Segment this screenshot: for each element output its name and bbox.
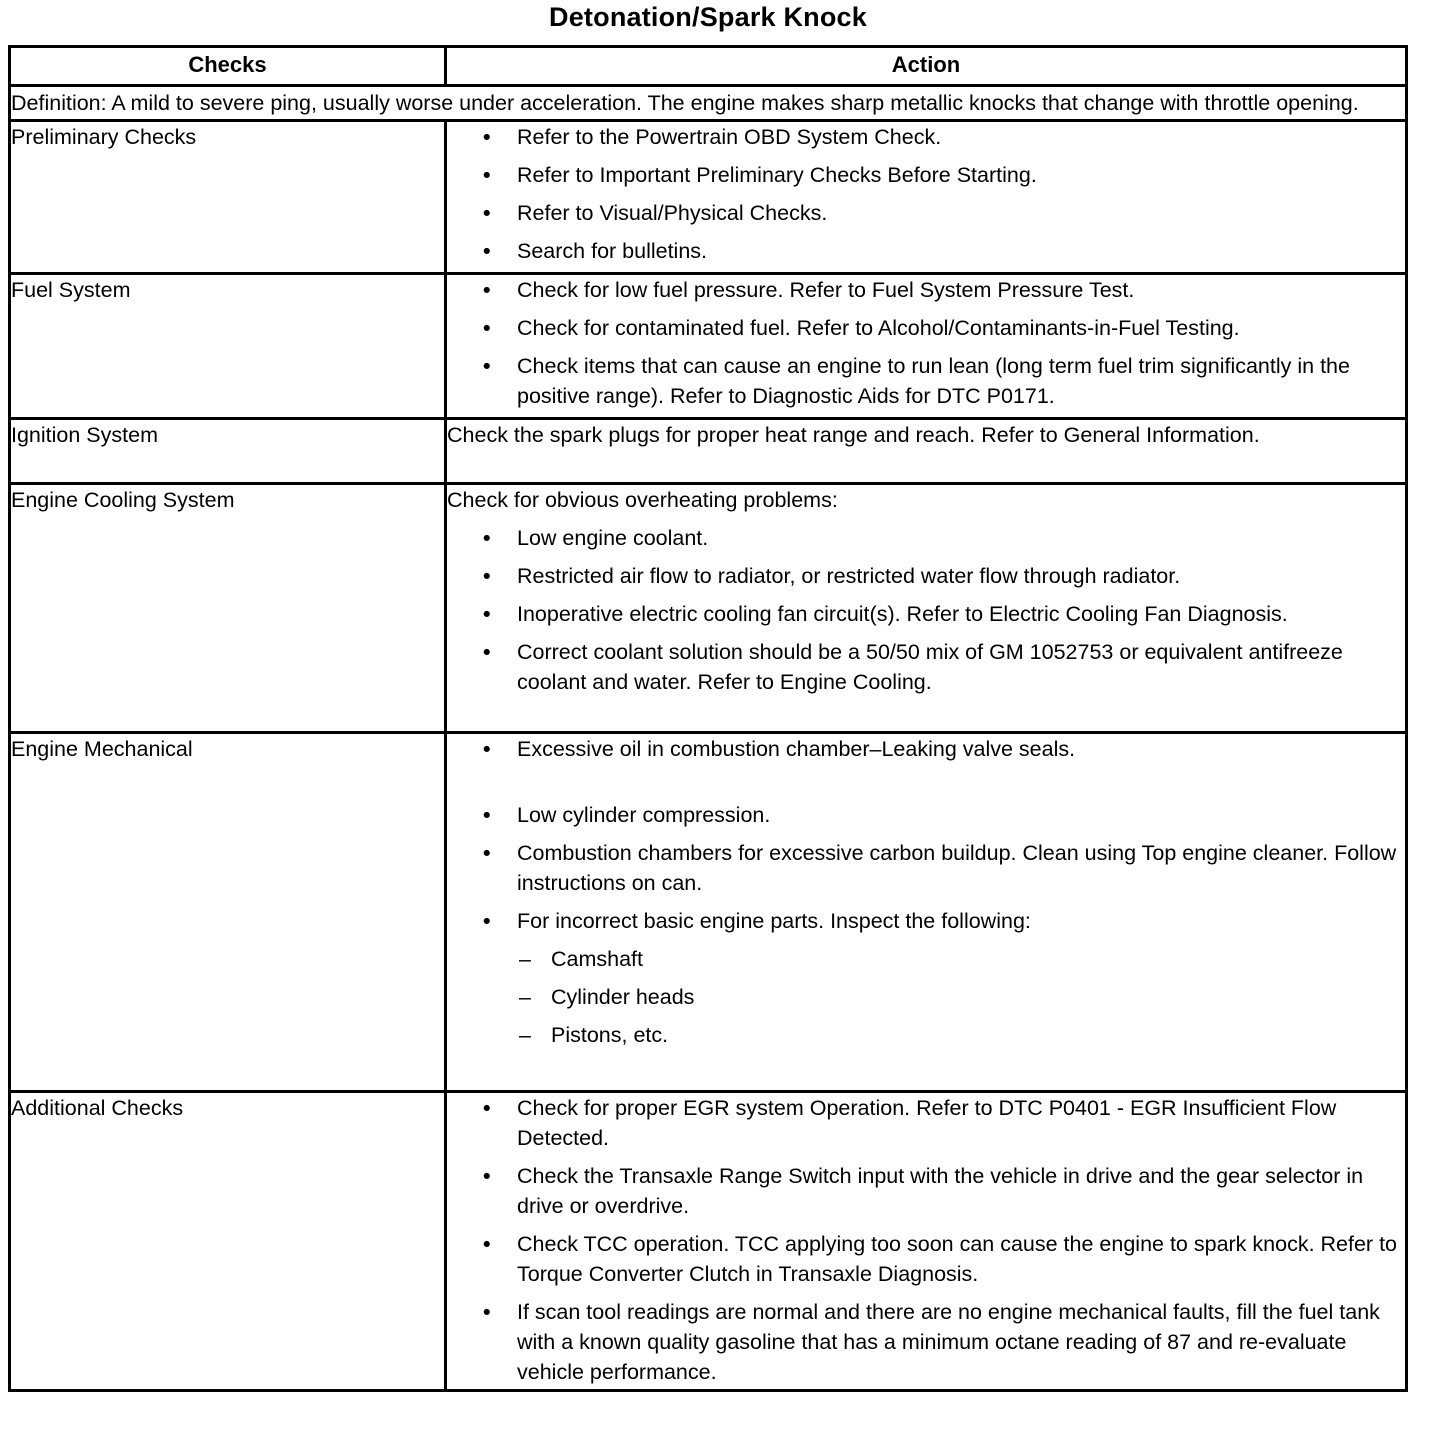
list-item-text: Inoperative electric cooling fan circuit(s). Refer to Electric Cooling Fan Diagnosis. xyxy=(517,602,1288,626)
bullet-icon: • xyxy=(483,803,491,827)
check-label: Fuel System xyxy=(10,274,446,419)
action-list xyxy=(447,1093,1405,1387)
list-item-text: Restricted air flow to radiator, or restricted water flow through radiator. xyxy=(517,564,1181,588)
list-item-text: Refer to Important Preliminary Checks Before Starting. xyxy=(517,163,1037,187)
list-item-text: Check items that can cause an engine to run lean (long term fuel trim significantly in the positive range). Refer to Diagnostic Aids for DTC P0171. xyxy=(517,354,1350,408)
action-intro: Check for obvious overheating problems: xyxy=(447,488,838,512)
action-cell xyxy=(446,484,1407,733)
list-item xyxy=(479,236,1405,266)
list-item-text: Check TCC operation. TCC applying too soon can cause the engine to spark knock. Refer to Torque Converter Clutch in Transaxle Diagnosis. xyxy=(517,1232,1397,1286)
bullet-icon: • xyxy=(483,841,491,865)
list-item xyxy=(479,523,1405,553)
table-row-engine-mechanical xyxy=(10,733,1407,1092)
list-item-text: Correct coolant solution should be a 50/50 mix of GM 1052753 or equivalent antifreeze coolant and water. Refer to Engine Cooling. xyxy=(517,640,1343,694)
table-header-row xyxy=(10,47,1407,86)
bullet-icon: • xyxy=(483,564,491,588)
list-item xyxy=(479,800,1405,830)
list-item-text: Low cylinder compression. xyxy=(517,803,771,827)
list-item-text: Check for contaminated fuel. Refer to Alcohol/Contaminants-in-Fuel Testing. xyxy=(517,316,1240,340)
bullet-icon: • xyxy=(483,163,491,187)
sub-list-item-text: Cylinder heads xyxy=(551,985,695,1009)
sub-list-item xyxy=(517,944,1405,974)
bullet-icon: • xyxy=(483,1096,491,1120)
check-label: Ignition System xyxy=(10,419,446,484)
dash-icon: – xyxy=(519,1023,531,1047)
page-title: Detonation/Spark Knock xyxy=(549,2,867,32)
list-item-text: Search for bulletins. xyxy=(517,239,708,263)
check-label: Preliminary Checks xyxy=(10,121,446,274)
list-item xyxy=(479,1229,1405,1289)
table-row-additional-checks xyxy=(10,1092,1407,1391)
action-column-header: Action xyxy=(446,47,1407,86)
bullet-icon: • xyxy=(483,640,491,664)
diagnostic-table xyxy=(8,45,1408,1392)
action-cell xyxy=(446,274,1407,419)
definition-row xyxy=(10,86,1407,121)
list-item xyxy=(479,1297,1405,1387)
bullet-icon: • xyxy=(483,354,491,378)
bullet-icon: • xyxy=(483,737,491,761)
list-item xyxy=(479,1161,1405,1221)
sub-list-item-text: Pistons, etc. xyxy=(551,1023,669,1047)
list-item xyxy=(479,160,1405,190)
list-item xyxy=(479,599,1405,629)
table-row-preliminary-checks xyxy=(10,121,1407,274)
check-label: Additional Checks xyxy=(10,1092,446,1391)
list-item-text: Low engine coolant. xyxy=(517,526,709,550)
action-cell xyxy=(446,121,1407,274)
action-list xyxy=(447,734,1405,1050)
list-item xyxy=(479,351,1405,411)
list-item xyxy=(479,734,1405,764)
table-row-engine-cooling-system xyxy=(10,484,1407,733)
list-item xyxy=(479,313,1405,343)
checks-column-header: Checks xyxy=(10,47,446,86)
bullet-icon: • xyxy=(483,316,491,340)
action-list xyxy=(447,523,1405,697)
sub-list-item-text: Camshaft xyxy=(551,947,644,971)
dash-icon: – xyxy=(519,985,531,1009)
action-cell xyxy=(446,1092,1407,1391)
dash-icon: – xyxy=(519,947,531,971)
list-item xyxy=(479,838,1405,898)
action-list xyxy=(447,275,1405,411)
action-list xyxy=(447,122,1405,266)
list-item-text: For incorrect basic engine parts. Inspect the following: xyxy=(517,909,1031,933)
bullet-icon: • xyxy=(483,602,491,626)
bullet-icon: • xyxy=(483,1164,491,1188)
bullet-icon: • xyxy=(483,1300,491,1324)
bullet-icon: • xyxy=(483,1232,491,1256)
bullet-icon: • xyxy=(483,909,491,933)
list-item-text: Check the Transaxle Range Switch input with the vehicle in drive and the gear selector in drive or overdrive. xyxy=(517,1164,1364,1218)
list-item-text: Excessive oil in combustion chamber–Leaking valve seals. xyxy=(517,737,1076,761)
check-label: Engine Cooling System xyxy=(10,484,446,733)
bullet-icon: • xyxy=(483,526,491,550)
list-item xyxy=(479,1093,1405,1153)
bullet-icon: • xyxy=(483,201,491,225)
list-item-text: Combustion chambers for excessive carbon buildup. Clean using Top engine cleaner. Follow instructions on can. xyxy=(517,841,1397,895)
bullet-icon: • xyxy=(483,278,491,302)
list-item xyxy=(479,122,1405,152)
sub-list-item xyxy=(517,1020,1405,1050)
action-text: Check the spark plugs for proper heat range and reach. Refer to General Information. xyxy=(446,419,1407,484)
table-row-fuel-system xyxy=(10,274,1407,419)
list-item-text: Refer to Visual/Physical Checks. xyxy=(517,201,828,225)
bullet-icon: • xyxy=(483,239,491,263)
check-label: Engine Mechanical xyxy=(10,733,446,1092)
list-item xyxy=(479,198,1405,228)
list-item xyxy=(479,561,1405,591)
definition-text: Definition: A mild to severe ping, usually worse under acceleration. The engine makes sharp metallic knocks that change with throttle opening. xyxy=(10,86,1407,121)
list-item xyxy=(479,906,1405,1050)
list-item-text: Refer to the Powertrain OBD System Check. xyxy=(517,125,942,149)
list-item xyxy=(479,275,1405,305)
list-item-text: If scan tool readings are normal and there are no engine mechanical faults, fill the fuel tank with a known quality gasoline that has a minimum octane reading of 87 and re-evaluate vehicle performance. xyxy=(517,1300,1380,1384)
sub-list xyxy=(517,944,1405,1050)
list-item xyxy=(479,637,1405,697)
table-row-ignition-system xyxy=(10,419,1407,484)
list-item-text: Check for proper EGR system Operation. Refer to DTC P0401 - EGR Insufficient Flow Detected. xyxy=(517,1096,1337,1150)
bullet-icon: • xyxy=(483,125,491,149)
action-cell xyxy=(446,733,1407,1092)
list-item-text: Check for low fuel pressure. Refer to Fuel System Pressure Test. xyxy=(517,278,1135,302)
sub-list-item xyxy=(517,982,1405,1012)
